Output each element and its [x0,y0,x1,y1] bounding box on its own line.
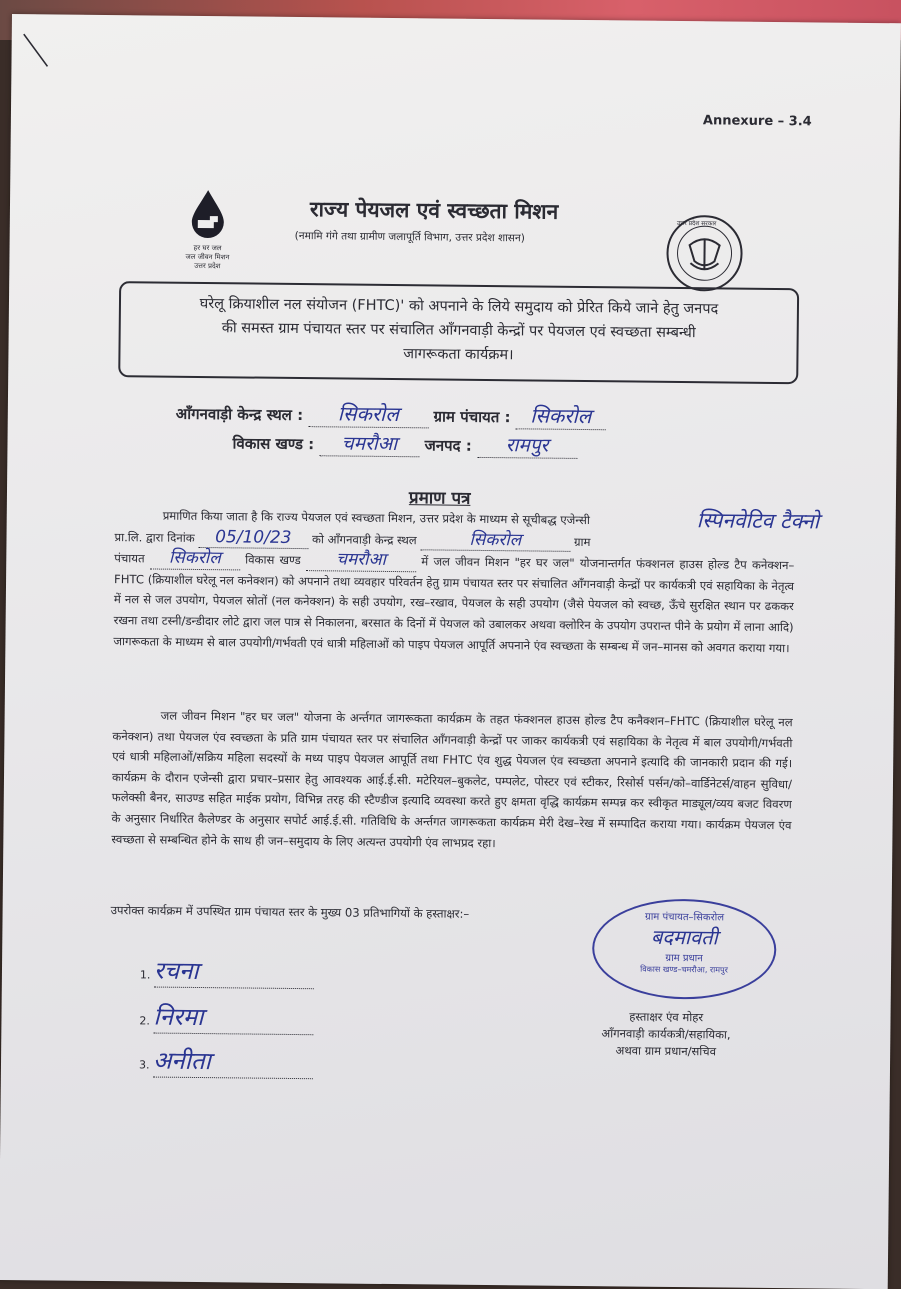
p1-text-a: प्रा.लि. द्वारा दिनांक [114,529,195,545]
document-title: राज्य पेयजल एवं स्वच्छता मिशन [309,197,559,224]
logo-text-3: उत्तर प्रदेश [194,261,221,271]
logo-text-2: जल जीवन मिशन [185,252,230,262]
participant-3 [139,1043,313,1079]
jal-jeevan-mission-logo [177,188,238,281]
p1-text-b: को आँगनवाड़ी केन्द्र स्थल [311,531,417,547]
participant-1 [140,953,314,989]
program-line-2: की समस्त ग्राम पंचायत स्तर पर संचालित आँगनवाड़ी केन्द्रों पर पेयजल एवं स्वच्छता सम्बन्धी [221,320,696,342]
janpad-label: जनपद : [424,436,472,455]
participant-1-num: 1. [139,968,151,982]
participant-2-signature: निरमा [153,1000,313,1036]
participant-2 [139,999,313,1035]
agency-name-handwritten: स्पिनवेटिव टैक्नो [696,508,820,534]
certificate-paragraph-1 [113,505,794,658]
seal-bottom-text: विकास खण्ड–चमरौआ, रामपुर [640,964,728,975]
certificate-heading: प्रमाण पत्र [408,488,471,509]
signoff-block [601,1008,731,1060]
program-line-1: घरेलू क्रियाशील नल संयोजन (FHTC)' को अपनाने के लिये समुदाय को प्रेरित किये जाने हेतु जनपद [199,295,719,318]
p1-text-c: ग्राम [573,534,591,549]
up-government-emblem [664,213,745,294]
signoff-line-3: अथवा ग्राम प्रधान/सचिव [615,1043,717,1059]
p1-anganwadi-handwritten: सिकरोल [420,529,570,552]
participant-2-num: 2. [139,1014,151,1028]
p1-panchayat-handwritten: सिकरोल [150,548,240,571]
signoff-line-2: आँगनवाड़ी कार्यकत्री/सहायिका, [601,1026,731,1042]
participant-1-signature: रचना [154,954,314,990]
annexure-label: Annexure – 3.4 [702,113,812,130]
official-seal [592,898,777,1000]
seal-signature: बदमावती [650,924,718,950]
field-row-1 [176,398,606,431]
pen-mark-icon [21,32,51,72]
p1-text-d: पंचायत [114,551,145,566]
participant-3-num: 3. [138,1058,150,1072]
water-drop-icon [188,188,229,240]
emblem-text: उत्तर प्रदेश सरकार [676,219,717,228]
document-page [0,14,901,1289]
vikas-khand-label: विकास खण्ड : [232,434,315,454]
janpad-value: रामपुर [477,431,577,459]
p1-text-e: विकास खण्ड [245,552,301,568]
document-subtitle: (नमामि गंगे तथा ग्रामीण जलापूर्ति विभाग, उत्तर प्रदेश शासन) [294,229,525,245]
signoff-line-1: हस्ताक्षर एंव मोहर [629,1009,704,1025]
program-box [118,281,799,384]
date-handwritten: 05/10/23 [198,527,308,550]
p1-text-rest: में जल जीवन मिशन "हर घर जल" योजनान्तर्गत फंक्शनल हाउस होल्ड टैप कनेक्शन–FHTC (क्रियाशील घरेलू नल कनेक्शन) को अपनाने तथा व्यवहार परिवर्तन हेतु ग्राम पंचायत स्तर पर संचालित आँगनवाड़ी केन्द्रों पर कार्यकत्री एवं सहायिका के नेतृत्व में नल से जल उपयोग, पेयजल स्रोतों (नल कनेक्शन) के सही उपयोग, रख–रखाव, पेयजल के सही उपयोग (जैसे पेयजल को स्वच्छ, ऊँचे सुरक्षित स्थान पर ढककर रखना तथा टस्नी/डन्डीदार लोटे द्वारा जल पात्र से निकालना, बरसात के दिनों में पेयजल को उबालकर अथवा क्लोरिन के उपयोग उपरान्त पीने के प्रयोग में लाना आदि) जागरूकता के माध्यम से बाल उपयोगी/गर्भवती एवं धात्री महिलाओं को पाइप पेयजल आपूर्ति अपनाने एंव स्वच्छता के सम्बन्ध में जन–मानस को अवगत कराया गया। [113,554,795,655]
gram-panchayat-value: सिकरोल [516,401,606,430]
seal-top-text: ग्राम पंचायत–सिकरोल [645,911,725,924]
program-line-3: जागरूकता कार्यक्रम। [403,346,514,364]
seal-middle-text: ग्राम प्रधान [665,952,703,965]
field-row-2 [232,428,577,459]
p1-line-1: प्रमाणित किया जाता है कि राज्य पेयजल एवं स्वच्छता मिशन, उत्तर प्रदेश के माध्यम से सूचीबद्ध एजेन्सी [162,508,590,528]
certificate-paragraph-2: जल जीवन मिशन "हर घर जल" योजना के अर्न्तगत जागरूकता कार्यक्रम के तहत फंक्शनल हाउस होल्ड टैप कनैक्शन–FHTC (क्रियाशील घरेलू नल कनेक्शन) तथा पेयजल एंव स्वच्छता के प्रति ग्राम पंचायत स्तर पर संचालित आँगनवाड़ी केन्द्रों पर जाकर कार्यकत्री एवं सहायिका के नेतृत्व में बाल उपयोगी/गर्भवती एवं धात्री महिलाओं/सक्रिय महिला सदस्यों के मध्य पाइप पेयजल आपूर्ति तथा FHTC एंव शुद्ध पेयजल एंव स्वच्छता अपनाने इत्यादि की जानकारी प्रदान की गई। कार्यक्रम के दौरान एजेन्सी द्वारा प्रचार–प्रसार हेतु आवश्यक आई.ई.सी. मटेरियल–बुकलेट, पम्पलेट, पोस्टर एवं स्टीकर, रिसोर्स पर्सन/को–वार्डिनेटर्स/वाहन सुविधा/फलेक्सी बैनर, साउण्ड सहित माईक प्रयोग, विभिन्न तरह की स्टैण्डीज इत्यादि व्यवस्था करते हुए क्षमता वृद्धि कार्यक्रम सम्पन्न कर स्वीकृत माड्यूल/व्यय बजट विवरण के अनुसार निर्धारित कैलेण्डर के अनुसार सपोर्ट आई.ई.सी. गतिविधि के अर्न्तगत जागरूकता कार्यक्रम मेरी देख–रेख में सम्पादित कराया गया। कार्यक्रम पेयजल एंव स्वच्छता से सम्बन्धित होने के साथ ही जन–समुदाय के लिए अत्यन्त उपयोगी एंव लाभप्रद रहा। [111,708,793,850]
anganwadi-label: आँगनवाड़ी केन्द्र स्थल : [175,404,304,425]
participant-3-signature: अनीता [153,1044,313,1080]
logo-text-1: हर घर जल [193,243,222,253]
p1-khand-handwritten: चमरौआ [306,549,416,572]
anganwadi-value: सिकरोल [308,399,428,428]
participants-intro: उपरोक्त कार्यक्रम में उपस्थित ग्राम पंचायत स्तर के मुख्य 03 प्रतिभागियों के हस्ताक्षर:– [110,903,470,921]
p1-line-3 [113,547,794,658]
vikas-khand-value: चमरौआ [319,429,419,457]
gram-panchayat-label: ग्राम पंचायत : [433,407,511,427]
